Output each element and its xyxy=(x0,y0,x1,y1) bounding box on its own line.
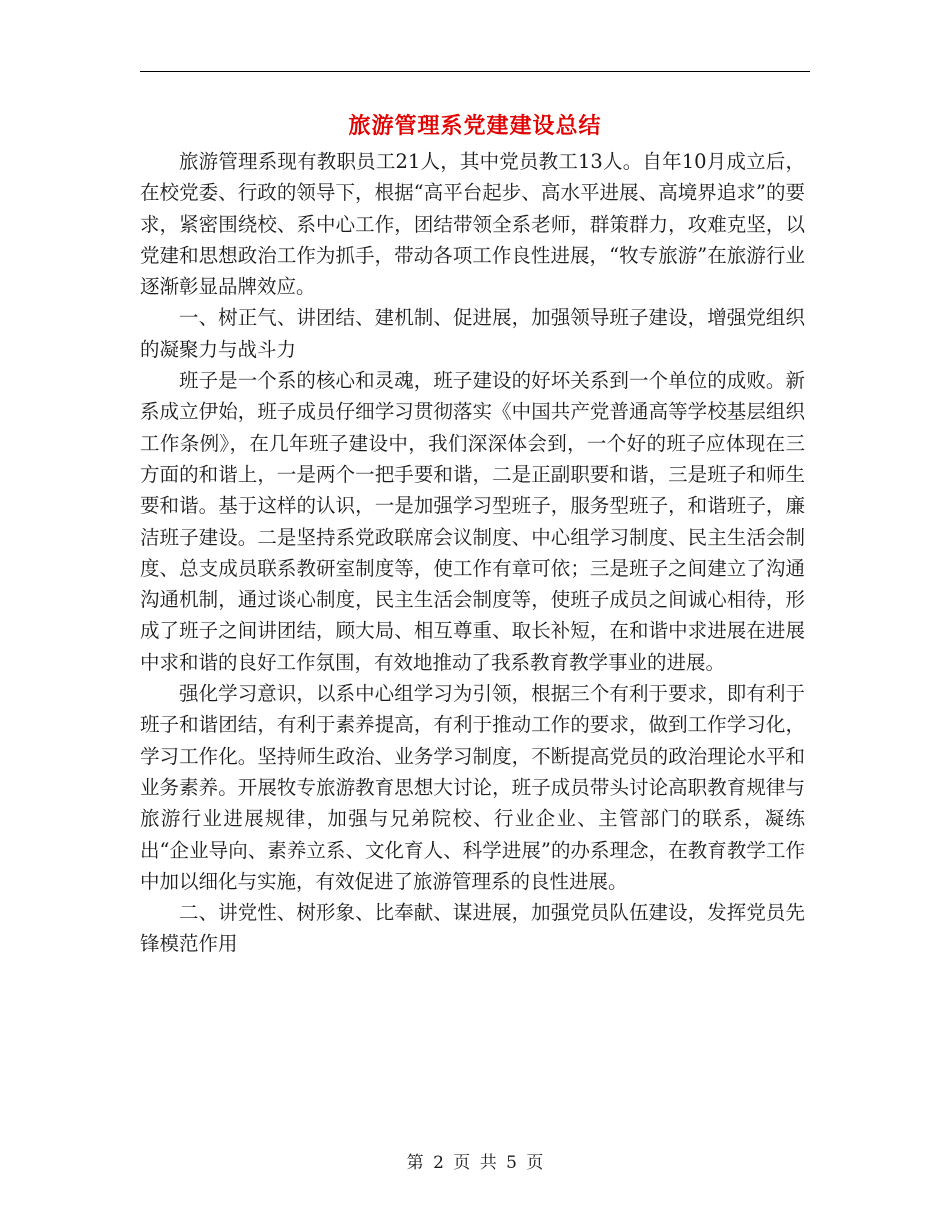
document-body xyxy=(140,146,805,960)
section-heading-1: 一、树正气、讲团结、建机制、促进展，加强领导班子建设，增强党组织的凝聚力与战斗力 xyxy=(140,306,805,361)
paragraph-intro: 旅游管理系现有教职员工21人，其中党员教工13人。自年10月成立后，在校党委、行政的领导下，根据“高平台起步、高水平进展、高境界追求”的要求，紧密围绕校、系中心工作，团结带领全系老师，群策群力，攻难克坚，以党建和思想政治工作为抓手，带动各项工作良性进展，“牧专旅游”在旅游行业逐渐彰显品牌效应。 xyxy=(140,150,805,299)
header-rule xyxy=(140,71,810,72)
section-heading-2: 二、讲党性、树形象、比奉献、谋进展，加强党员队伍建设，发挥党员先锋模范作用 xyxy=(140,901,805,956)
paragraph-learning: 强化学习意识，以系中心组学习为引领，根据三个有利于要求，即有利于班子和谐团结，有利于素养提高，有利于推动工作的要求，做到工作学习化，学习工作化。坚持师生政治、业务学习制度，不断提高党员的政治理论水平和业务素养。开展牧专旅游教育思想大讨论，班子成员带头讨论高职教育规律与旅游行业进展规律，加强与兄弟院校、行业企业、主管部门的联系，凝练出“企业导向、素养立系、文化育人、科学进展”的办系理念，在教育教学工作中加以细化与实施，有效促进了旅游管理系的良性进展。 xyxy=(140,682,805,893)
paragraph-leadership: 班子是一个系的核心和灵魂，班子建设的好坏关系到一个单位的成败。新系成立伊始，班子成员仔细学习贯彻落实《中国共产党普通高等学校基层组织工作条例》，在几年班子建设中，我们深深体会到，一个好的班子应体现在三方面的和谐上，一是两个一把手要和谐，二是正副职要和谐，三是班子和师生要和谐。基于这样的认识，一是加强学习型班子，服务型班子，和谐班子，廉洁班子建设。二是坚持系党政联席会议制度、中心组学习制度、民主生活会制度、总支成员联系教研室制度等，使工作有章可依；三是班子之间建立了沟通沟通机制，通过谈心制度，民主生活会制度等，使班子成员之间诚心相待，形成了班子之间讲团结，顾大局、相互尊重、取长补短，在和谐中求进展在进展中求和谐的良好工作氛围，有效地推动了我系教育教学事业的进展。 xyxy=(140,369,805,674)
document-title: 旅游管理系党建建设总结 xyxy=(348,113,602,139)
page-number-footer: 第 2 页 共 5 页 xyxy=(406,1153,544,1173)
